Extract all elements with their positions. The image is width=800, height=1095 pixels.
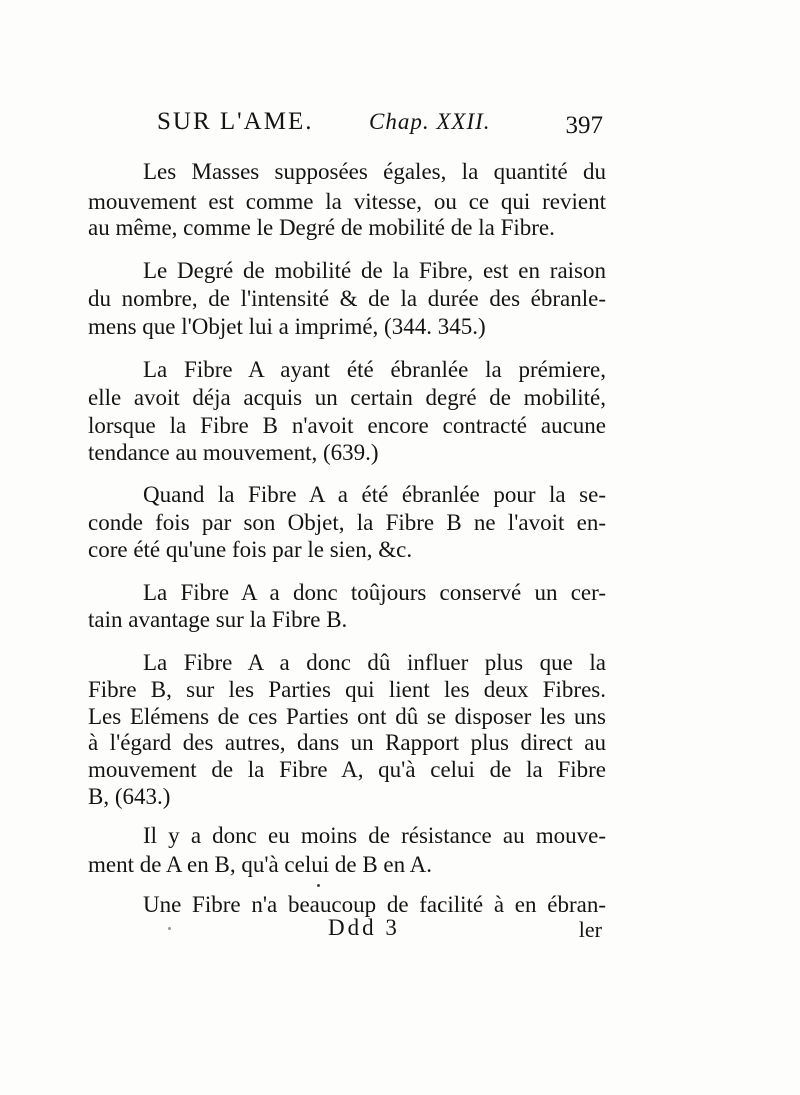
text-line: mens que l'Objet lui a imprimé, (344. 345.)	[88, 314, 486, 339]
running-head: SUR L'AME.	[157, 108, 314, 135]
ink-speck	[317, 884, 320, 887]
text-line: elle avoit déja acquis un certain degré de mobilité,	[88, 385, 606, 410]
text-line: La Fibre A a donc toûjours conservé un cer-	[143, 580, 606, 605]
text-line: à l'égard des autres, dans un Rapport plus direct au	[88, 730, 606, 755]
text-line: tendance au mouvement, (639.)	[88, 440, 379, 465]
text-line: au même, comme le Degré de mobilité de la Fibre.	[88, 215, 555, 240]
text-line: Fibre B, sur les Parties qui lient les deux Fibres.	[88, 677, 606, 702]
text-line: Quand la Fibre A a été ébranlée pour la se-	[143, 482, 606, 507]
text-line: Les Masses supposées égales, la quantité du	[143, 159, 606, 184]
text-line: mouvement de la Fibre A, qu'à celui de la Fibre	[88, 757, 606, 782]
chapter-label: Chap. XXII.	[369, 109, 491, 134]
text-line: lorsque la Fibre B n'avoit encore contracté aucune	[88, 413, 606, 438]
text-line: La Fibre A ayant été ébranlée la prémiere,	[143, 357, 606, 382]
text-line: Il y a donc eu moins de résistance au mouve-	[143, 823, 606, 848]
text-line: du nombre, de l'intensité & de la durée des ébranle-	[88, 286, 606, 311]
text-line: ment de A en B, qu'à celui de B en A.	[88, 852, 432, 877]
text-line: mouvement est comme la vitesse, ou ce qui revient	[88, 189, 606, 214]
text-line: tain avantage sur la Fibre B.	[88, 607, 348, 632]
text-line: core été qu'une fois par le sien, &c.	[88, 537, 413, 562]
text-line: La Fibre A a donc dû influer plus que la	[143, 650, 606, 675]
signature-mark: Ddd 3	[328, 915, 400, 940]
catchword: ler	[578, 917, 602, 942]
text-line: Le Degré de mobilité de la Fibre, est en raison	[143, 258, 606, 283]
page-header	[157, 108, 605, 148]
page-number: 397	[565, 112, 603, 139]
ink-speck	[168, 927, 171, 930]
text-line: Les Elémens de ces Parties ont dû se disposer les uns	[88, 704, 606, 729]
page-footer	[0, 915, 800, 947]
text-line: conde fois par son Objet, la Fibre B ne l'avoit en-	[88, 510, 606, 535]
text-line: Une Fibre n'a beaucoup de facilité à en ébran-	[143, 892, 606, 917]
text-line: B, (643.)	[88, 784, 171, 809]
